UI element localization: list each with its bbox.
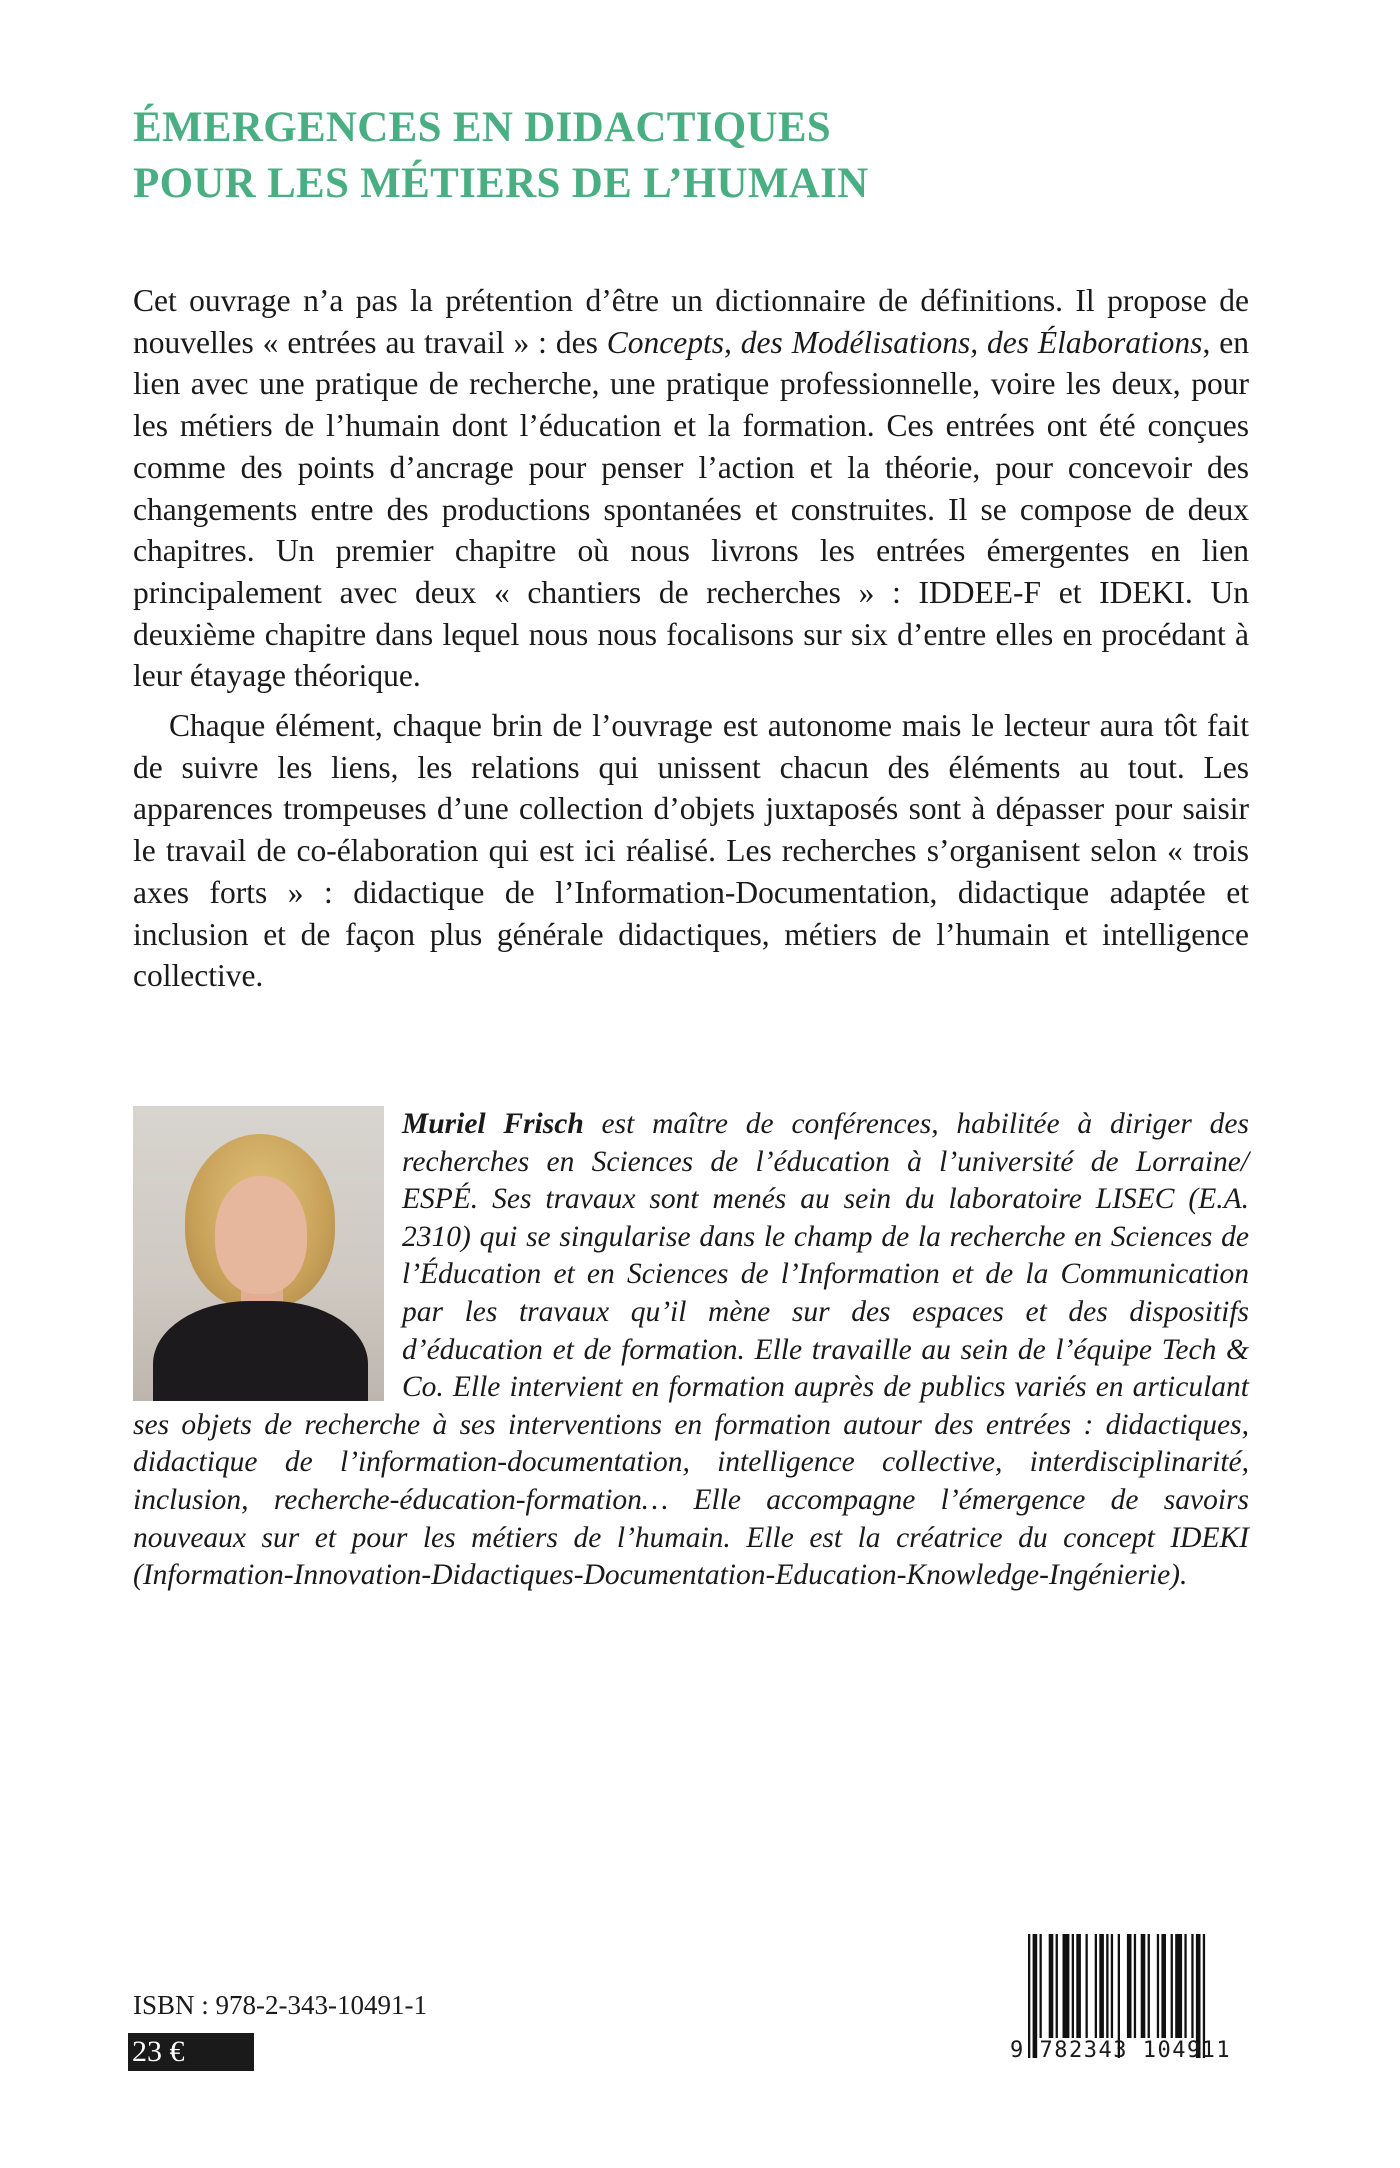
author-bio-text: est maître de conférences, habilitée à diriger des recherches en Sciences de l’éducation à l’université de Lorraine/ ESPÉ. Ses travaux sont menés au sein du laboratoire LISEC (E.A. 2310) qui se singularise dans le champ de la recherche en Sciences de l’Éducation et en Sciences de l’Information et de la Communication par les travaux qu’il mène sur des espaces et des dispositifs d’éducation et de formation. Elle travaille au sein de l’équipe Tech & Co. Elle intervient en formation auprès de publics variés en articulant ses objets de recherche à ses interventions en formation autour des entrées : didactiques, didactique de l’information-documentation, intelligence collective, interdisciplinarité, inclusion, recherche-éducation-formation… Elle accompagne l’émergence de savoirs nouveaux sur et pour les métiers de l’humain. Elle est la créatrice du concept IDEKI (Information-Innovation-Didactiques-Documentation-Education-Knowledge-Ingénierie). [133, 1108, 1250, 1592]
barcode-bar [1095, 1934, 1097, 2038]
book-title [133, 100, 869, 212]
barcode-bar [1049, 1934, 1054, 2038]
author-bio [133, 1106, 1249, 1595]
summary-text: , en lien avec une pratique de recherche, une pratique professionnelle, voire les deux, pour les métiers de l’humain dont l’éducation et la formation. Ces entrées ont été conçues comme des points d’ancrage pour penser l’action et la théorie, pour concevoir des changements entre des productions spontanées et construites. Il se compose de deux chapitres. Un premier chapitre où nous livrons les entrées émergentes en lien principalement avec deux « chantiers de recherches » : IDDEE-F et IDEKI. Un deuxième chapitre dans lequel nous nous focalisons sur six d’entre elles en procédant à leur étayage théorique. [133, 324, 1249, 694]
barcode-bar [1148, 1934, 1150, 2038]
summary-paragraph-1 [133, 280, 1249, 697]
barcode [1010, 1934, 1260, 2066]
summary-text: Cet ouvrage n’a pas la prétention d’être un dictionnaire de définitions. Il propose de nouvelles « entrées au travail » : des [133, 283, 1249, 360]
barcode-bar [1076, 1934, 1081, 2038]
barcode-bar [1040, 1934, 1042, 2038]
barcode-bar [1141, 1934, 1146, 2038]
barcode-bar [1191, 1934, 1193, 2038]
title-line-1: ÉMERGENCES EN DIDACTIQUES [133, 104, 832, 151]
isbn: ISBN : 978-2-343-10491-1 [133, 1990, 427, 2020]
barcode-digits: 9 782343 104911 [1010, 2038, 1232, 2063]
barcode-bar [1157, 1934, 1159, 2038]
barcode-bar [1171, 1934, 1173, 2038]
barcode-bar [1063, 1934, 1070, 2038]
barcode-bar [1099, 1934, 1104, 2038]
barcode-bar [1175, 1934, 1182, 2038]
summary-italic-text: Concepts, des Modélisations, des Élaborations [606, 324, 1203, 360]
summary-paragraph-2: Chaque élément, chaque brin de l’ouvrage est autonome mais le lecteur aura tôt fait de suivre les liens, les relations qui unissent chacun des éléments au tout. Les apparences trompeuses d’une collection d’objets juxtaposés sont à dépasser pour saisir le travail de co-élaboration qui est ici réalisé. Les recherches s’organisent selon « trois axes forts » : didactique de l’Information-Documentation, didactique adaptée et inclusion et de façon plus générale didactiques, métiers de l’humain et intelligence collective. [133, 708, 1249, 994]
book-summary [133, 280, 1249, 1005]
author-photo [133, 1106, 384, 1401]
barcode-bar [1127, 1934, 1132, 2038]
barcode-bar [1106, 1934, 1108, 2038]
author-name: Muriel Frisch [402, 1108, 584, 1140]
barcode-bar [1134, 1934, 1136, 2038]
barcode-bar [1086, 1934, 1088, 2038]
barcode-bar [1161, 1934, 1166, 2038]
title-line-2: POUR LES MÉTIERS DE L’HUMAIN [133, 160, 869, 207]
price-tag: 23 € [128, 2033, 254, 2071]
barcode-bar [1111, 1934, 1113, 2038]
barcode-bar [1072, 1934, 1074, 2038]
barcode-bar [1184, 1934, 1186, 2038]
barcode-bar [1056, 1934, 1058, 2038]
